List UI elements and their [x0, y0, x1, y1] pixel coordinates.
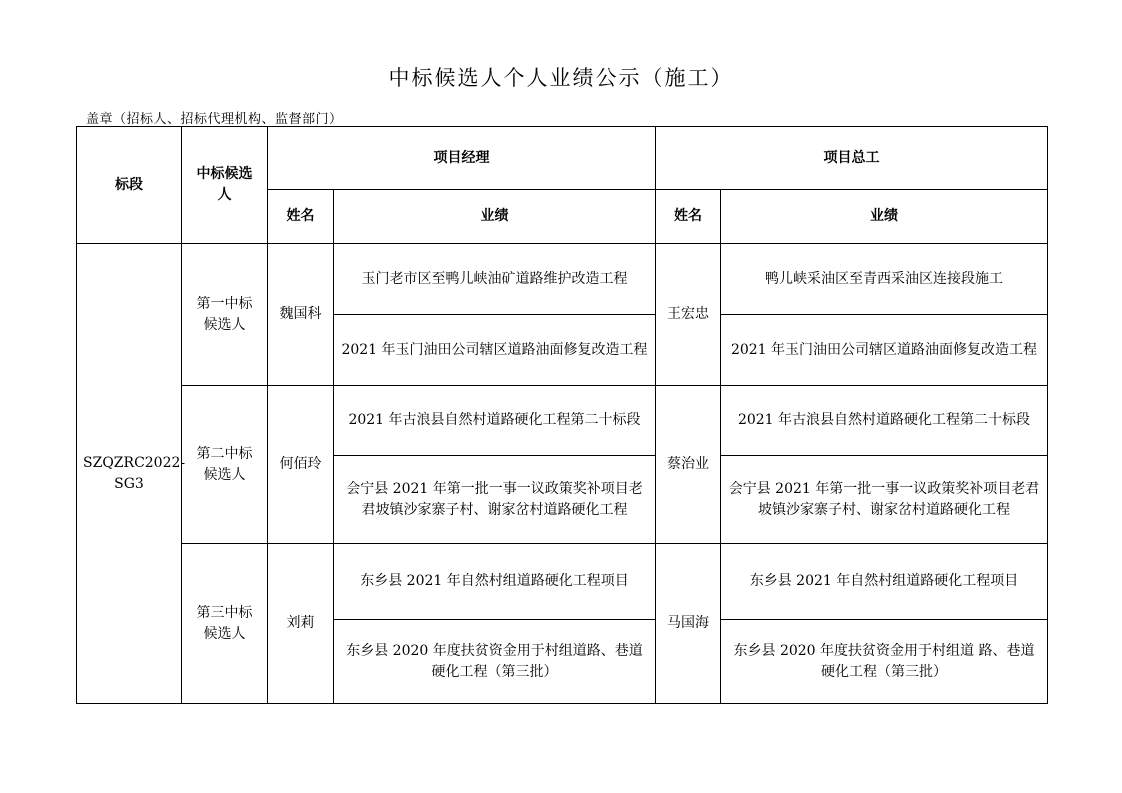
te-project: 会宁县 2021 年第一批一事一议政策奖补项目老君坡镇沙家寨子村、谢家岔村道路硬化工程 — [721, 456, 1048, 544]
header-te-performance: 业绩 — [721, 190, 1048, 244]
pm-project: 东乡县 2021 年自然村组道路硬化工程项目 — [334, 544, 656, 620]
header-pm-name: 姓名 — [268, 190, 334, 244]
te-name: 蔡治业 — [656, 386, 721, 544]
pm-project: 2021 年玉门油田公司辖区道路油面修复改造工程 — [334, 315, 656, 386]
pm-name: 刘莉 — [268, 544, 334, 704]
header-candidate — [182, 127, 268, 244]
pm-project: 会宁县 2021 年第一批一事一议政策奖补项目老君坡镇沙家寨子村、谢家岔村道路硬化工程 — [334, 456, 656, 544]
page-title: 中标候选人个人业绩公示（施工） — [388, 66, 734, 90]
seal-line: 盖章（招标人、招标代理机构、监督部门） — [86, 112, 343, 127]
te-project: 2021 年古浪县自然村道路硬化工程第二十标段 — [721, 386, 1048, 456]
performance-table — [76, 126, 1048, 704]
te-project: 东乡县 2021 年自然村组道路硬化工程项目 — [721, 544, 1048, 620]
te-project: 2021 年玉门油田公司辖区道路油面修复改造工程 — [721, 315, 1048, 386]
pm-name: 何佰玲 — [268, 386, 334, 544]
pm-project: 2021 年古浪县自然村道路硬化工程第二十标段 — [334, 386, 656, 456]
candidate-label: 第三中标候选人 — [196, 604, 253, 642]
pm-project: 东乡县 2020 年度扶贫资金用于村组道路、巷道硬化工程（第三批） — [334, 620, 656, 704]
te-project: 东乡县 2020 年度扶贫资金用于村组道 路、巷道硬化工程（第三批） — [721, 620, 1048, 704]
candidate-label-cell — [182, 244, 268, 386]
pm-name: 魏国科 — [268, 244, 334, 386]
section-code-cell — [77, 244, 186, 704]
te-name: 马国海 — [656, 544, 721, 704]
header-technical-engineer: 项目总工 — [656, 127, 1048, 190]
candidate-label: 第一中标候选人 — [196, 295, 253, 333]
header-te-name: 姓名 — [656, 190, 721, 244]
table-row — [77, 544, 1048, 620]
pm-project: 玉门老市区至鸭儿峡油矿道路维护改造工程 — [334, 244, 656, 315]
candidate-label-cell — [182, 386, 268, 544]
candidate-label-cell — [182, 544, 268, 704]
table-row — [77, 244, 1048, 315]
header-candidate-text: 中标候选人 — [196, 166, 253, 203]
te-name: 王宏忠 — [656, 244, 721, 386]
header-pm-performance: 业绩 — [334, 190, 656, 244]
header-section: 标段 — [77, 127, 182, 244]
header-project-manager: 项目经理 — [268, 127, 656, 190]
section-code: SZQZRC2022-SG3 — [83, 454, 186, 492]
candidate-label: 第二中标候选人 — [196, 445, 253, 483]
table-row — [77, 386, 1048, 456]
te-project: 鸭儿峡采油区至青西采油区连接段施工 — [721, 244, 1048, 315]
